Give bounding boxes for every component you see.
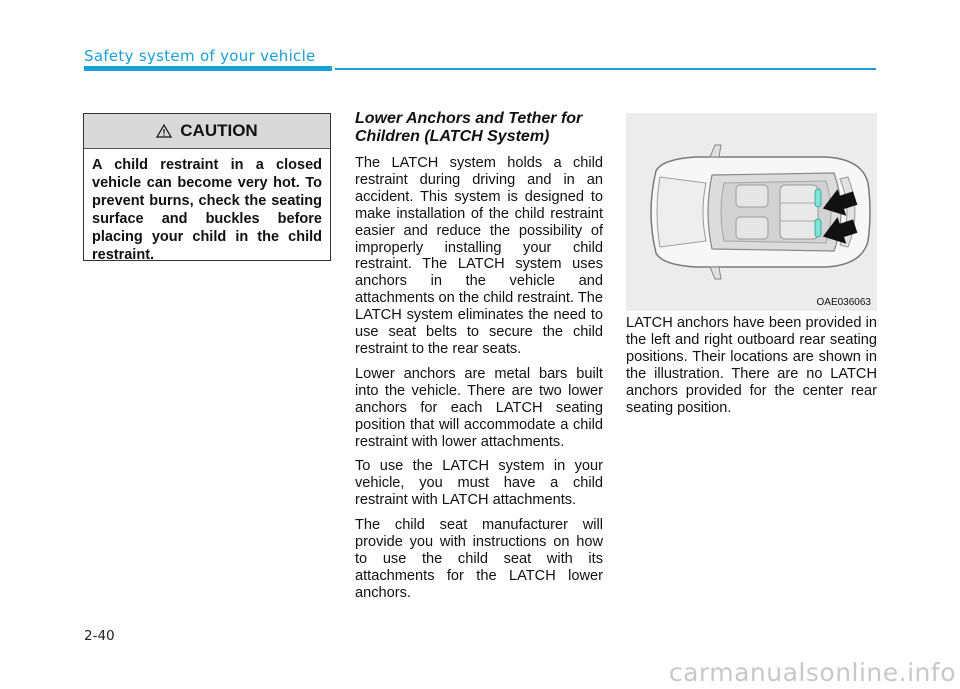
main-column [355, 110, 603, 610]
figure-code: OAE036063 [816, 297, 871, 308]
caution-box [83, 113, 331, 261]
paragraph-latch-intro: The LATCH system holds a child restraint during driving and in an accident. This system is designed to make installation of the child restraint easier and reduce the possibility of improperly installing your child restraint. The LATCH system uses anchors in the vehicle and attachments on the child restraint. The LATCH system eliminates the need to use seat belts to secure the child restraint to the rear seats. [355, 155, 603, 357]
paragraph-latch-use: To use the LATCH system in your vehicle, you must have a child restraint with LATCH attachments. [355, 458, 603, 509]
section-heading: Lower Anchors and Tether for Children (LATCH System) [355, 110, 583, 145]
figure-caption: LATCH anchors have been provided in the left and right outboard rear seating positions. Their locations are shown in the illustration. There are no LATCH anchors provided for the center rear seating position. [626, 315, 877, 416]
latch-illustration [626, 113, 877, 311]
caution-header [84, 114, 330, 149]
caution-text: A child restraint in a closed vehicle can become very hot. To prevent burns, check the seating surface and buckles before placing your child in the child restraint. [92, 157, 322, 263]
warning-triangle-icon [156, 124, 172, 138]
header-rule-thick [84, 66, 332, 71]
section-title: Safety system of your vehicle [84, 47, 316, 65]
car-top-view-illustration [626, 113, 877, 311]
paragraph-manufacturer: The child seat manufacturer will provide you with instructions on how to use the child seat with its attachments for the LATCH lower anchors. [355, 517, 603, 601]
header-rule-thin [335, 68, 876, 70]
right-column [626, 315, 877, 424]
paragraph-lower-anchors: Lower anchors are metal bars built into the vehicle. There are two lower anchors for each LATCH seating position that will accommodate a child restraint with lower attachments. [355, 365, 603, 450]
watermark: carmanualsonline.info [668, 658, 956, 687]
page-number: 2-40 [84, 628, 115, 644]
caution-label: CAUTION [180, 121, 258, 140]
